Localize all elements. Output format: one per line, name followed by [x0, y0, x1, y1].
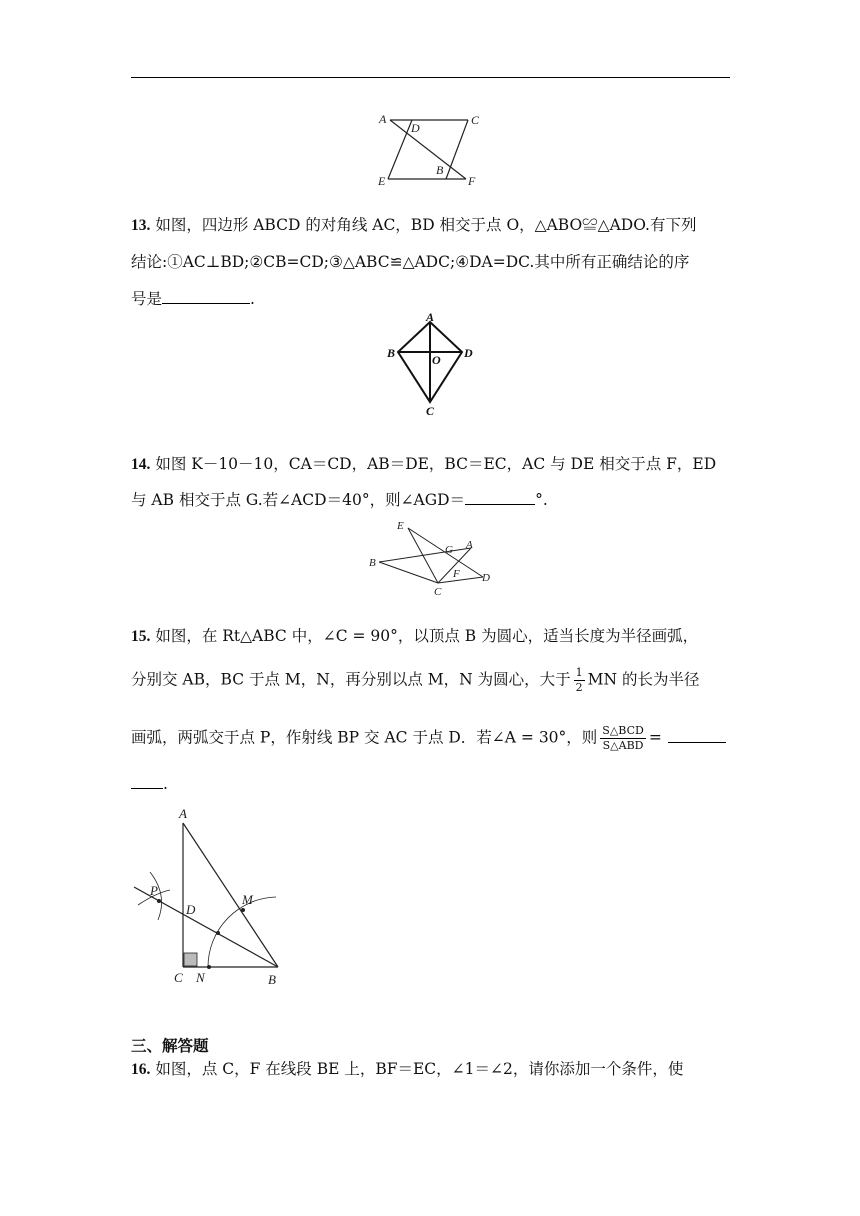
- fig3-label-A: A: [466, 539, 473, 551]
- q15-text-2a: 分别交 AB，BC 于点 M，N，再分别以点 M，N 为圆心，大于: [131, 670, 571, 689]
- fig4-label-N: N: [196, 970, 205, 985]
- ratio-numerator: S△BCD: [602, 724, 644, 737]
- q13-line2: 结论:①AC⊥BD;②CB=CD;③△ABC≌△ADC;④DA=DC.其中所有正确结论的序: [131, 253, 690, 271]
- fig3-label-C: C: [434, 586, 442, 598]
- header-rule: [131, 77, 730, 78]
- q14-text-2-end: °.: [535, 491, 548, 509]
- half-denominator: 2: [575, 681, 583, 694]
- fig1-label-A: A: [379, 112, 387, 126]
- fig4-label-D: D: [186, 902, 196, 917]
- fig1-label-D: D: [411, 121, 420, 135]
- q13-answer-blank[interactable]: [162, 303, 250, 304]
- q15-text-1: 如图，在 Rt△ABC 中，∠C = 90°，以顶点 B 为圆心，适当长度为半径画弧，: [155, 627, 699, 645]
- figure-q14: [365, 515, 500, 600]
- fig3-label-G: G: [445, 544, 453, 556]
- q15-text-3a: 画弧，两弧交于点 P，作射线 BP 交 AC 于点 D．若∠A = 30°，则: [131, 728, 598, 747]
- q16-text-1: 如图，点 C，F 在线段 BE 上，BF＝EC，∠1＝∠2，请你添加一个条件，使: [155, 1060, 684, 1078]
- fig3-label-F: F: [453, 568, 460, 580]
- fig1-label-B: B: [436, 163, 444, 177]
- q15-line2: [131, 666, 731, 695]
- q13-line3: 号是 .: [131, 290, 255, 308]
- q14-line1: [131, 451, 731, 478]
- q13-text-3: 号是: [131, 290, 163, 308]
- q13-line1: [131, 212, 731, 239]
- q15-line4: [131, 771, 731, 797]
- q15-line3: [131, 724, 731, 753]
- fig4-label-A: A: [179, 806, 187, 821]
- fig2-label-O: O: [432, 353, 441, 367]
- fig1-label-C: C: [471, 113, 480, 127]
- q13-text-1: 如图，四边形 ABCD 的对角线 AC，BD 相交于点 O，△ABO≌△ADO.有下列: [155, 216, 697, 234]
- q15-text-2b: MN 的长为半径: [587, 670, 700, 689]
- fig2-label-B: B: [387, 346, 396, 360]
- fig2-label-D: D: [464, 346, 473, 360]
- q16-line1: [131, 1056, 731, 1083]
- figure-q13: [380, 310, 480, 420]
- q15-number: 15.: [131, 628, 151, 645]
- ratio-denominator: S△ABD: [602, 739, 644, 752]
- q15-answer-blank-2[interactable]: [131, 788, 163, 789]
- fig4-label-C: C: [174, 970, 183, 985]
- figure-q12: [370, 110, 490, 190]
- area-ratio: [600, 724, 646, 753]
- q14-number: 14.: [131, 456, 151, 473]
- q15-answer-blank-1[interactable]: [668, 742, 726, 743]
- q14-text-2: 与 AB 相交于点 G.若∠ACD＝40°，则∠AGD＝: [131, 491, 466, 509]
- fig4-label-B: B: [268, 972, 276, 987]
- fig3-label-D: D: [482, 572, 490, 584]
- section-heading: 三、解答题: [131, 1037, 209, 1055]
- q15-line4-end: .: [163, 775, 168, 793]
- fig1-label-E: E: [378, 174, 386, 188]
- q14-answer-blank[interactable]: [465, 504, 535, 505]
- fig4-label-P: P: [150, 883, 158, 898]
- q13-number: 13.: [131, 217, 151, 234]
- figure-q15: [128, 800, 298, 995]
- fig3-label-B: B: [369, 557, 376, 569]
- fig2-label-A: A: [426, 310, 435, 324]
- q15-eq: =: [648, 728, 662, 747]
- fig3-label-E: E: [397, 520, 404, 532]
- half-numerator: 1: [575, 666, 583, 679]
- q14-text-1: 如图 K－10－10，CA＝CD，AB＝DE，BC＝EC，AC 与 DE 相交于点 F，ED: [155, 455, 717, 473]
- fig4-label-M: M: [242, 892, 253, 907]
- q16-number: 16.: [131, 1061, 151, 1078]
- q14-line2: [131, 487, 731, 513]
- q15-line1: [131, 623, 731, 650]
- half-fraction: [574, 666, 585, 695]
- fig1-label-F: F: [468, 174, 476, 188]
- fig2-label-C: C: [426, 404, 435, 418]
